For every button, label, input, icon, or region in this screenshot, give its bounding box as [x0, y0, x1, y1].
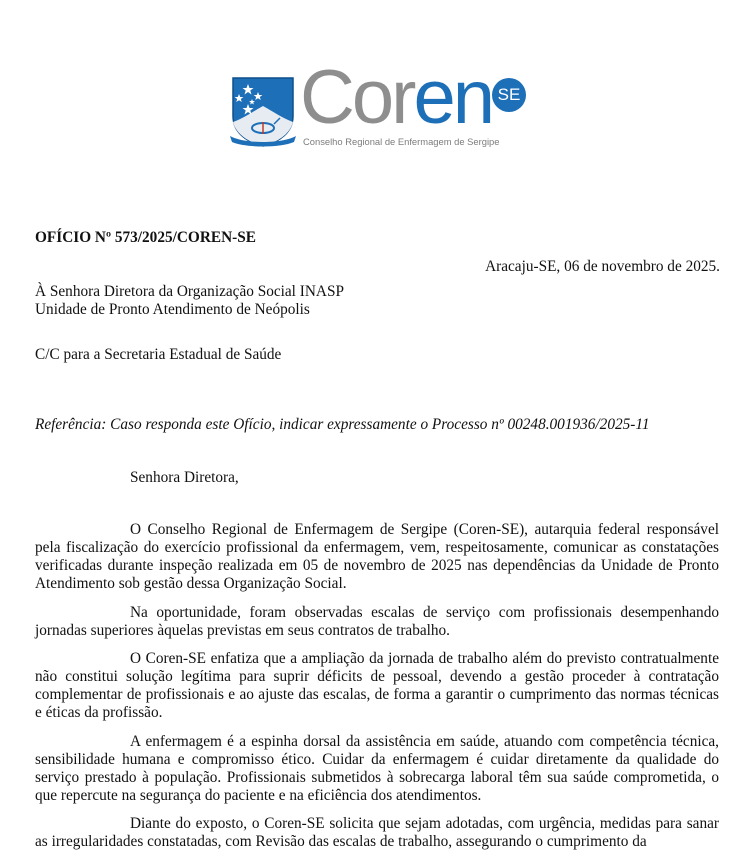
recipient-line-2: Unidade de Pronto Atendimento de Neópolis [35, 301, 310, 318]
wordmark-gray-part: Cor [300, 55, 414, 140]
logo-subtitle: Conselho Regional de Enfermagem de Sergipe [303, 136, 500, 147]
body-paragraph: O Coren-SE enfatiza que a ampliação da jornada de trabalho além do previsto contratualmente não constitui solução legítima para suprir déficits de pessoal, devendo a gestão proceder à contratação complementar de profissionais e ao ajuste das escalas, de forma a garantir o cumprimento das normas técnicas e éticas da profissão. [35, 650, 719, 721]
shield-emblem-icon [230, 76, 296, 148]
recipient-line-1: À Senhora Diretora da Organização Social INASP [35, 283, 344, 300]
body-paragraph: O Conselho Regional de Enfermagem de Sergipe (Coren-SE), autarquia federal responsável pela fiscalização do exercício profissional da enfermagem, vem, respeitosamente, comunicar as constatações verificadas durante inspeção realizada em 05 de novembro de 2025 nas dependências da Unidade de Pronto Atendimento sob gestão dessa Organização Social. [35, 521, 719, 592]
coren-wordmark [300, 55, 493, 140]
carbon-copy: C/C para a Secretaria Estadual de Saúde [35, 346, 282, 363]
wordmark-blue-part: en [413, 55, 493, 140]
se-badge: SE [492, 78, 526, 112]
body-paragraph: A enfermagem é a espinha dorsal da assistência em saúde, atuando com competência técnica, sensibilidade humana e compromisso ético. Cuidar da enfermagem é cuidar diretamente da qualidade do serviço prestado à população. Profissionais submetidos à sobrecarga laboral têm sua saúde comprometida, o que repercute na segurança do paciente e na eficiência dos atendimentos. [35, 733, 719, 804]
body-paragraph: Na oportunidade, foram observadas escalas de serviço com profissionais desempenhando jornadas superiores àquelas previstas em seus contratos de trabalho. [35, 604, 719, 639]
reference-line: Referência: Caso responda este Ofício, indicar expressamente o Processo nº 00248.001936/2025-11 [35, 416, 650, 433]
coren-se-logo [230, 55, 530, 154]
document-title: OFÍCIO Nº 573/2025/COREN-SE [35, 229, 256, 246]
place-date: Aracaju-SE, 06 de novembro de 2025. [485, 258, 720, 275]
body-paragraph: Diante do exposto, o Coren-SE solicita que sejam adotadas, com urgência, medidas para sanar as irregularidades constatadas, com Revisão das escalas de trabalho, assegurando o cumprimento da [35, 815, 719, 850]
salutation: Senhora Diretora, [130, 469, 239, 486]
